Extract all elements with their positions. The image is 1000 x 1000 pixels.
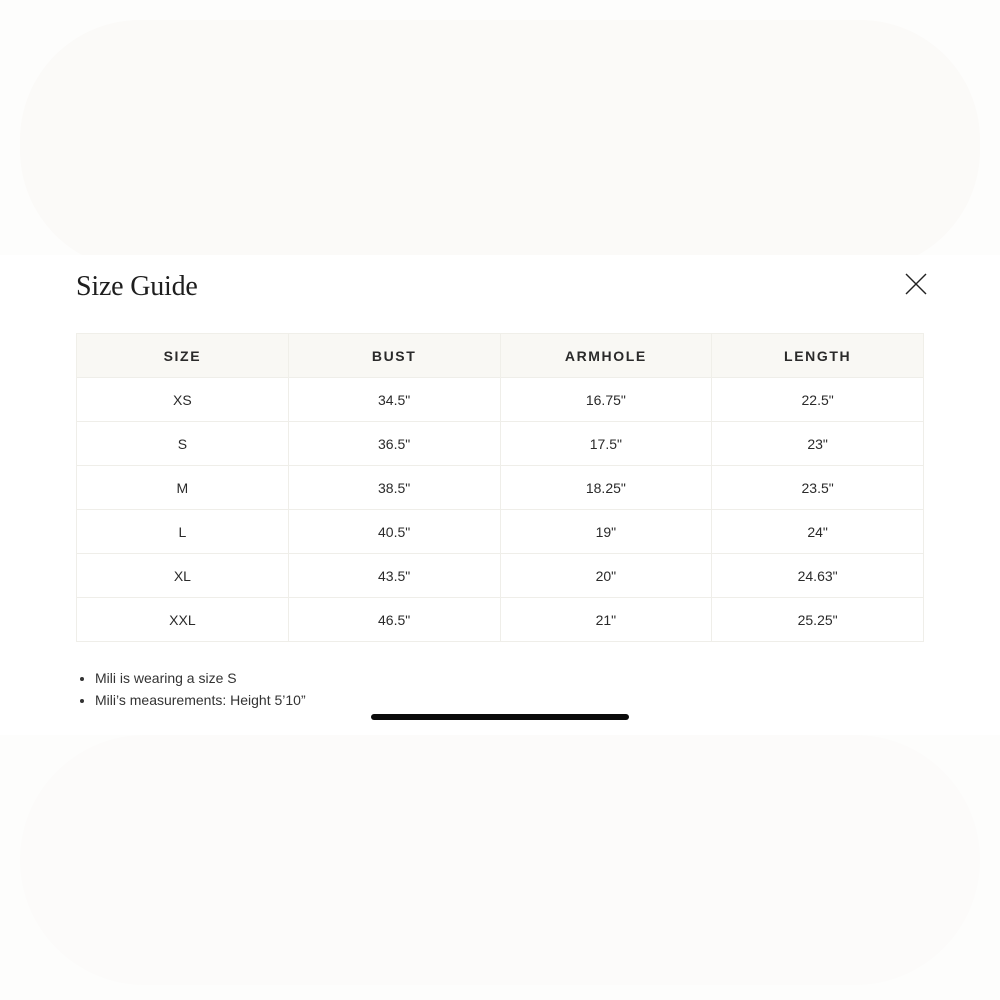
table-cell: L <box>77 510 289 554</box>
table-cell: XL <box>77 554 289 598</box>
table-row <box>77 510 924 554</box>
table-cell: 17.5" <box>500 422 712 466</box>
table-cell: 46.5" <box>288 598 500 642</box>
modal-title: Size Guide <box>76 271 198 302</box>
column-header-size: SIZE <box>77 334 289 378</box>
close-icon <box>905 273 927 295</box>
fit-note: • Mili’s measurements: Height 5’10” <box>95 689 306 711</box>
table-cell: 23" <box>712 422 924 466</box>
column-header-length: LENGTH <box>712 334 924 378</box>
table-row <box>77 554 924 598</box>
column-header-armhole: ARMHOLE <box>500 334 712 378</box>
table-cell: XXL <box>77 598 289 642</box>
size-table <box>76 333 924 642</box>
home-indicator[interactable] <box>371 714 629 720</box>
table-cell: 21" <box>500 598 712 642</box>
backdrop-bottom <box>20 735 980 985</box>
table-cell: 24.63" <box>712 554 924 598</box>
table-header-row <box>77 334 924 378</box>
table-cell: 22.5" <box>712 378 924 422</box>
table-cell: 18.25" <box>500 466 712 510</box>
table-cell: 19" <box>500 510 712 554</box>
table-row <box>77 378 924 422</box>
table-cell: 20" <box>500 554 712 598</box>
table-cell: XS <box>77 378 289 422</box>
table-row <box>77 466 924 510</box>
table-cell: 38.5" <box>288 466 500 510</box>
backdrop-top <box>20 20 980 270</box>
table-cell: 40.5" <box>288 510 500 554</box>
close-button[interactable] <box>900 268 932 300</box>
column-header-bust: BUST <box>288 334 500 378</box>
fit-notes-list <box>76 667 306 711</box>
table-cell: 16.75" <box>500 378 712 422</box>
table-cell: 24" <box>712 510 924 554</box>
table-cell: S <box>77 422 289 466</box>
table-cell: 36.5" <box>288 422 500 466</box>
table-cell: 43.5" <box>288 554 500 598</box>
table-cell: 34.5" <box>288 378 500 422</box>
fit-note: • Mili is wearing a size S <box>95 667 306 689</box>
table-row <box>77 598 924 642</box>
table-cell: 25.25" <box>712 598 924 642</box>
table-row <box>77 422 924 466</box>
table-cell: 23.5" <box>712 466 924 510</box>
table-cell: M <box>77 466 289 510</box>
